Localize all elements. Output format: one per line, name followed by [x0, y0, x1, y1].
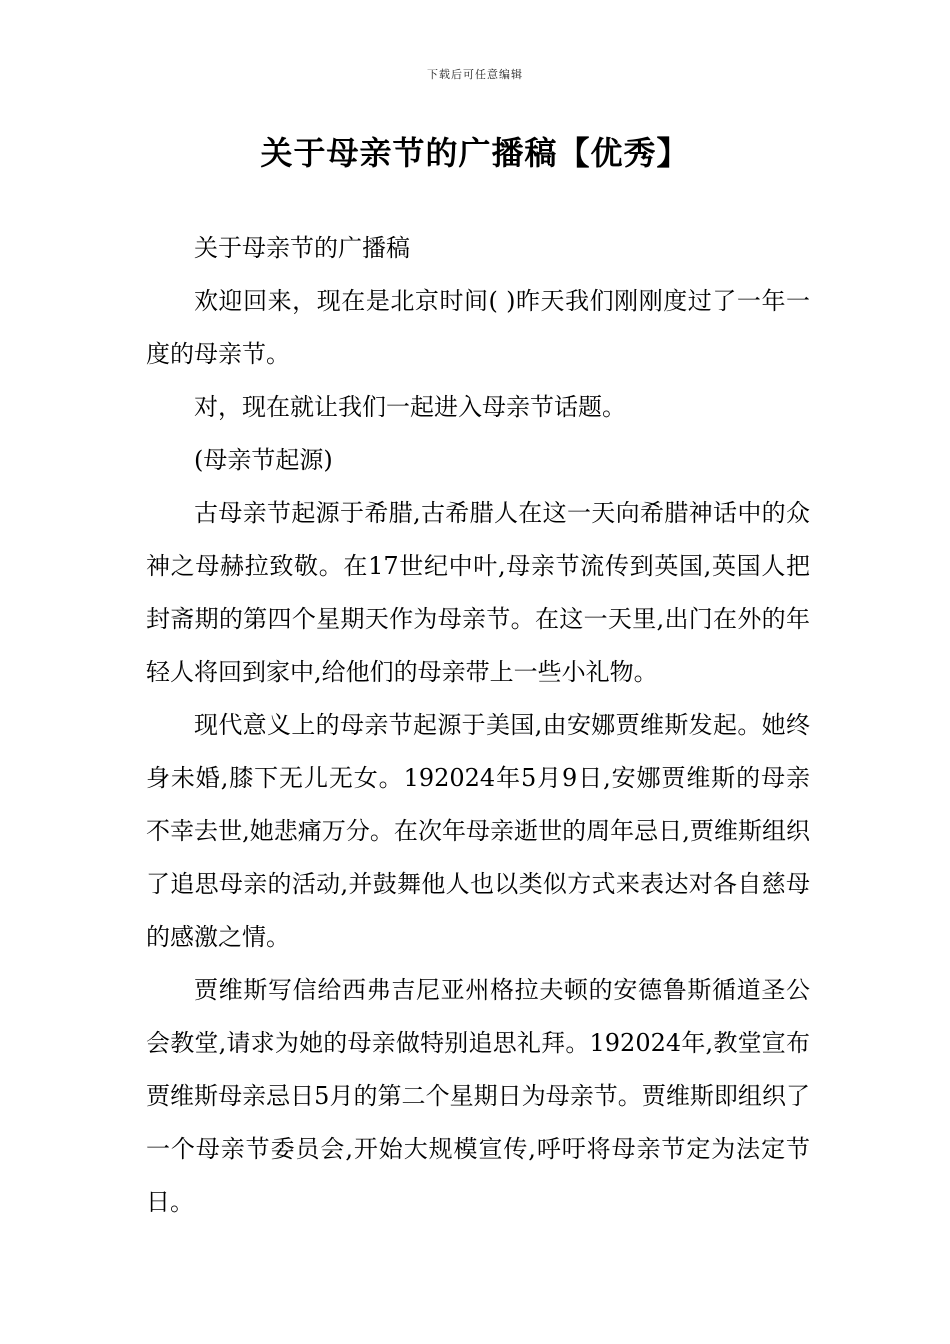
paragraph: 贾维斯写信给西弗吉尼亚州格拉夫顿的安德鲁斯循道圣公会教堂,请求为她的母亲做特别追思礼拜。192024年,教堂宣布贾维斯母亲忌日5月的第二个星期日为母亲节。贾维斯即组织了一个母亲节委员会,开始大规模宣传,呼吁将母亲节定为法定节日。	[146, 976, 810, 1216]
document-title: 关于母亲节的广播稿【优秀】	[260, 134, 690, 172]
header-note: 下载后可任意编辑	[427, 68, 523, 81]
paragraph: 现代意义上的母亲节起源于美国,由安娜贾维斯发起。她终身未婚,膝下无儿无女。192024年5月9日,安娜贾维斯的母亲不幸去世,她悲痛万分。在次年母亲逝世的周年忌日,贾维斯组织了追思母亲的活动,并鼓舞他人也以类似方式来表达对各自慈母的感激之情。	[146, 711, 810, 951]
paragraph: 古母亲节起源于希腊,古希腊人在这一天向希腊神话中的众神之母赫拉致敬。在17世纪中叶,母亲节流传到英国,英国人把封斋期的第四个星期天作为母亲节。在这一天里,出门在外的年轻人将回到家中,给他们的母亲带上一些小礼物。	[146, 499, 810, 686]
paragraph: 欢迎回来，现在是北京时间( )昨天我们刚刚度过了一年一度的母亲节。	[146, 287, 810, 368]
paragraph: 对，现在就让我们一起进入母亲节话题。	[194, 393, 626, 421]
document-body	[146, 222, 810, 1229]
paragraph-subtitle: 关于母亲节的广播稿	[194, 234, 410, 262]
paragraph-section-heading: (母亲节起源)	[194, 446, 333, 474]
